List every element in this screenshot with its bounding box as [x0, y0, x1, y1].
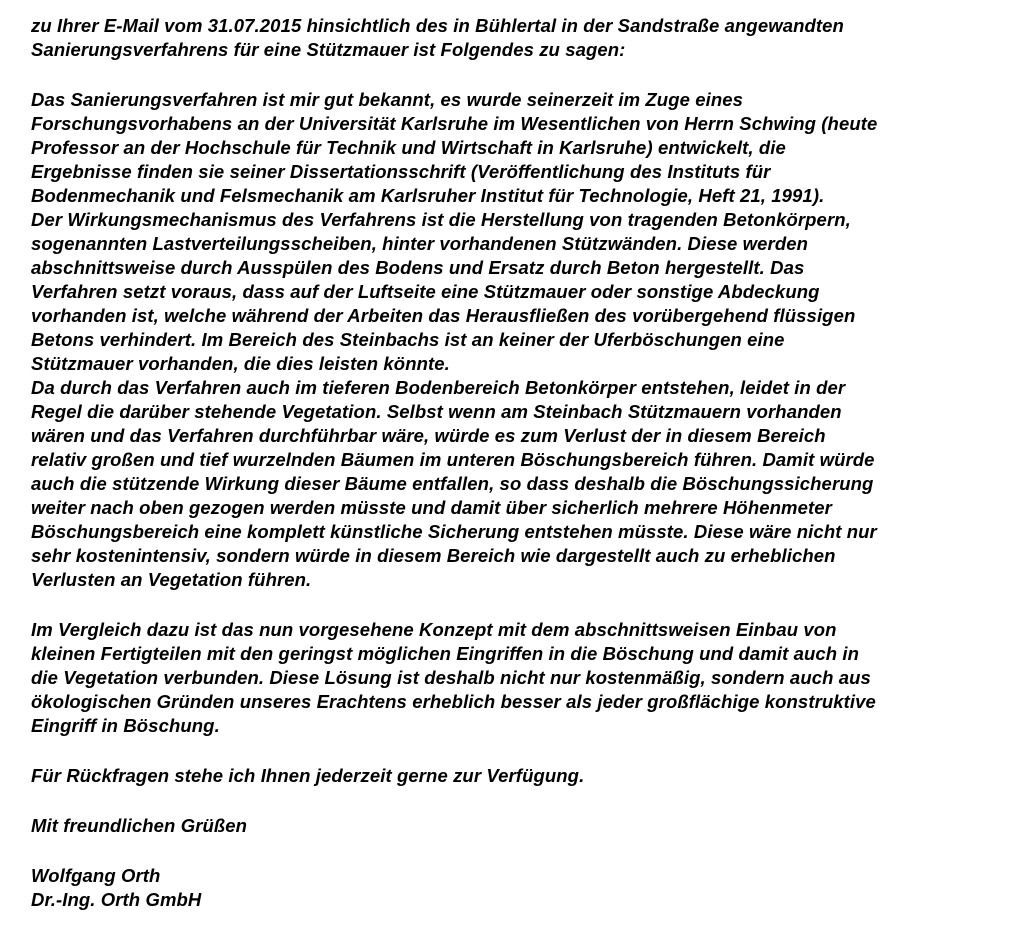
body-paragraph-1: [31, 88, 996, 592]
text-line: zu Ihrer E-Mail vom 31.07.2015 hinsichtlich des in Bühlertal in der Sandstraße angewandten: [31, 15, 844, 36]
paragraph-spacer: [31, 788, 996, 814]
text-line: Professor an der Hochschule für Technik und Wirtschaft in Karlsruhe) entwickelt, die: [31, 137, 786, 158]
paragraph-spacer: [31, 738, 996, 764]
text-line: Regel die darüber stehende Vegetation. Selbst wenn am Steinbach Stützmauern vorhanden: [31, 401, 842, 422]
text-line: Sanierungsverfahrens für eine Stützmauer ist Folgendes zu sagen:: [31, 39, 626, 60]
text-line: vorhanden ist, welche während der Arbeiten das Herausfließen des vorübergehend flüssigen: [31, 305, 856, 326]
greeting: [31, 814, 996, 838]
paragraph-spacer: [31, 592, 996, 618]
text-line: Da durch das Verfahren auch im tieferen Bodenbereich Betonkörper entstehen, leidet in der: [31, 377, 846, 398]
text-line: relativ großen und tief wurzelnden Bäumen im unteren Böschungsbereich führen. Damit würde: [31, 449, 875, 470]
text-line: Im Vergleich dazu ist das nun vorgesehene Konzept mit dem abschnittsweisen Einbau von: [31, 619, 837, 640]
signature-company: Dr.-Ing. Orth GmbH: [31, 889, 202, 910]
paragraph-spacer: [31, 838, 996, 864]
text-line: ökologischen Gründen unseres Erachtens erheblich besser als jeder großflächige konstruktive: [31, 691, 876, 712]
text-line: kleinen Fertigteilen mit den geringst möglichen Eingriffen in die Böschung und damit auch in: [31, 643, 860, 664]
text-line: abschnittsweise durch Ausspülen des Bodens und Ersatz durch Beton hergestellt. Das: [31, 257, 805, 278]
text-line: Bodenmechanik und Felsmechanik am Karlsruher Institut für Technologie, Heft 21, 1991).: [31, 185, 825, 206]
text-line: Verfahren setzt voraus, dass auf der Luftseite eine Stützmauer oder sonstige Abdeckung: [31, 281, 820, 302]
closing-question: [31, 764, 996, 788]
body-paragraph-2: [31, 618, 996, 738]
text-line: Mit freundlichen Grüßen: [31, 815, 248, 836]
text-line: Das Sanierungsverfahren ist mir gut bekannt, es wurde seinerzeit im Zuge eines: [31, 89, 744, 110]
text-line: weiter nach oben gezogen werden müsste und damit über sicherlich mehrere Höhenmeter: [31, 497, 832, 518]
text-line: Böschungsbereich eine komplett künstliche Sicherung entstehen müsste. Diese wäre nicht nur: [31, 521, 877, 542]
text-line: Ergebnisse finden sie seiner Dissertationsschrift (Veröffentlichung des Instituts für: [31, 161, 771, 182]
text-line: Eingriff in Böschung.: [31, 715, 220, 736]
text-line: Verlusten an Vegetation führen.: [31, 569, 312, 590]
text-line: sehr kostenintensiv, sondern würde in diesem Bereich wie dargestellt auch zu erheblichen: [31, 545, 836, 566]
signature-block: [31, 864, 996, 912]
text-line: die Vegetation verbunden. Diese Lösung ist deshalb nicht nur kostenmäßig, sondern auch aus: [31, 667, 871, 688]
text-line: Der Wirkungsmechanismus des Verfahrens ist die Herstellung von tragenden Betonkörpern,: [31, 209, 851, 230]
intro-paragraph: [31, 14, 996, 62]
text-line: Forschungsvorhabens an der Universität Karlsruhe im Wesentlichen von Herrn Schwing (heute: [31, 113, 878, 134]
paragraph-spacer: [31, 62, 996, 88]
letter-document: [31, 14, 996, 912]
text-line: wären und das Verfahren durchführbar wäre, würde es zum Verlust der in diesem Bereich: [31, 425, 826, 446]
signature-name: Wolfgang Orth: [31, 865, 161, 886]
text-line: sogenannten Lastverteilungsscheiben, hinter vorhandenen Stützwänden. Diese werden: [31, 233, 809, 254]
text-line: auch die stützende Wirkung dieser Bäume entfallen, so dass deshalb die Böschungssicherung: [31, 473, 874, 494]
text-line: Für Rückfragen stehe ich Ihnen jederzeit gerne zur Verfügung.: [31, 765, 585, 786]
text-line: Betons verhindert. Im Bereich des Steinbachs ist an keiner der Uferböschungen eine: [31, 329, 785, 350]
text-line: Stützmauer vorhanden, die dies leisten könnte.: [31, 353, 450, 374]
